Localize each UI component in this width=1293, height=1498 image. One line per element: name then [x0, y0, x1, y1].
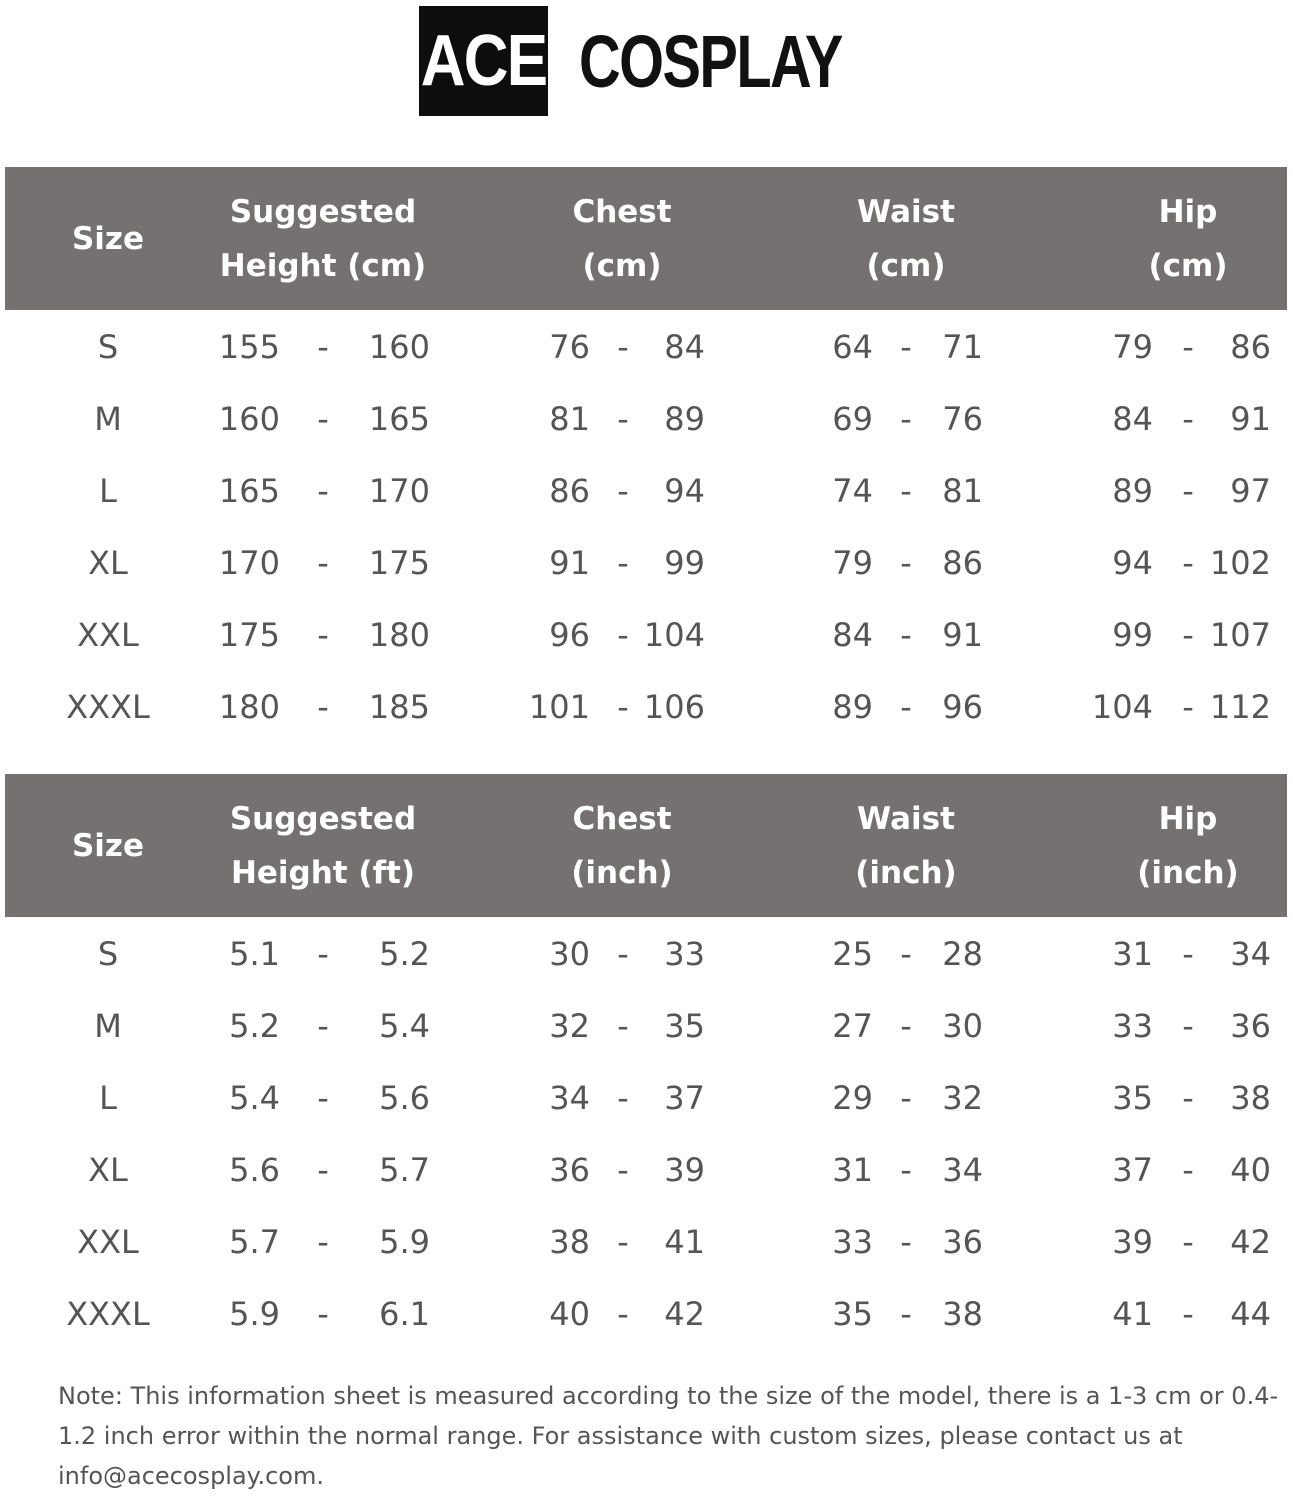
hip-max-cell: 44: [1230, 1295, 1271, 1333]
range-separator: -: [900, 544, 912, 582]
range-separator: -: [317, 1223, 329, 1261]
range-separator: -: [317, 616, 329, 654]
chest-min-cell: 40: [549, 1295, 590, 1333]
hip-min-cell: 33: [1112, 1007, 1153, 1045]
waist-min-cell: 79: [832, 544, 873, 582]
range-separator: -: [1182, 472, 1194, 510]
hip-max-cell: 112: [1209, 688, 1271, 726]
height-min-cell: 5.1: [229, 935, 280, 973]
height-min-cell: 155: [218, 328, 280, 366]
height-max-cell: 165: [368, 400, 430, 438]
range-separator: -: [1182, 1151, 1194, 1189]
range-separator: -: [317, 1007, 329, 1045]
height-max-cell: 5.7: [379, 1151, 430, 1189]
height-min-cell: 5.4: [229, 1079, 280, 1117]
waist-max-cell: 34: [942, 1151, 983, 1189]
chest-max-cell: 104: [643, 616, 705, 654]
waist-min-cell: 27: [832, 1007, 873, 1045]
chest-min-cell: 32: [549, 1007, 590, 1045]
waist-max-cell: 28: [942, 935, 983, 973]
table-row: [5, 671, 1287, 743]
range-separator: -: [617, 688, 629, 726]
range-separator: -: [1182, 688, 1194, 726]
waist-min-cell: 64: [832, 328, 873, 366]
hip-min-cell: 94: [1112, 544, 1153, 582]
range-separator: -: [317, 400, 329, 438]
range-separator: -: [900, 1079, 912, 1117]
range-separator: -: [900, 1295, 912, 1333]
header-cell: [1038, 774, 1293, 917]
hip-max-cell: 34: [1230, 935, 1271, 973]
header-cell: [173, 167, 473, 310]
range-separator: -: [900, 616, 912, 654]
range-separator: -: [317, 328, 329, 366]
range-separator: -: [1182, 935, 1194, 973]
range-separator: -: [617, 616, 629, 654]
height-min-cell: 160: [218, 400, 280, 438]
table-body: [5, 918, 1287, 1350]
hip-min-cell: 104: [1091, 688, 1153, 726]
chest-max-cell: 99: [664, 544, 705, 582]
chest-min-cell: 86: [549, 472, 590, 510]
header-line: (inch): [855, 854, 957, 891]
header-line: (inch): [571, 854, 673, 891]
table-row: [5, 599, 1287, 671]
size-cell: XXXL: [66, 1295, 150, 1333]
waist-min-cell: 69: [832, 400, 873, 438]
table-header: [5, 167, 1287, 310]
chest-max-cell: 39: [664, 1151, 705, 1189]
range-separator: -: [900, 328, 912, 366]
chest-max-cell: 41: [664, 1223, 705, 1261]
table-row: [5, 455, 1287, 527]
header-cell: [173, 774, 473, 917]
waist-min-cell: 33: [832, 1223, 873, 1261]
waist-min-cell: 84: [832, 616, 873, 654]
height-max-cell: 175: [368, 544, 430, 582]
range-separator: -: [317, 935, 329, 973]
size-cell: L: [99, 1079, 117, 1117]
chest-min-cell: 36: [549, 1151, 590, 1189]
height-min-cell: 5.9: [229, 1295, 280, 1333]
waist-min-cell: 35: [832, 1295, 873, 1333]
range-separator: -: [317, 1151, 329, 1189]
chest-max-cell: 84: [664, 328, 705, 366]
hip-min-cell: 35: [1112, 1079, 1153, 1117]
height-max-cell: 5.4: [379, 1007, 430, 1045]
header-line: Chest: [572, 800, 672, 837]
range-separator: -: [617, 1295, 629, 1333]
height-min-cell: 165: [218, 472, 280, 510]
chest-max-cell: 89: [664, 400, 705, 438]
size-cell: XL: [88, 544, 128, 582]
size-cell: M: [94, 1007, 122, 1045]
header-line: (cm): [582, 247, 662, 284]
range-separator: -: [1182, 400, 1194, 438]
hip-min-cell: 84: [1112, 400, 1153, 438]
hip-max-cell: 97: [1230, 472, 1271, 510]
height-min-cell: 5.7: [229, 1223, 280, 1261]
header-cell: [472, 774, 772, 917]
header-line: Suggested: [229, 800, 417, 837]
hip-min-cell: 31: [1112, 935, 1153, 973]
header-line: Height (ft): [230, 854, 416, 891]
logo-box: ACE: [419, 6, 548, 116]
size-table-inch: [5, 774, 1287, 1350]
height-max-cell: 160: [368, 328, 430, 366]
hip-min-cell: 79: [1112, 328, 1153, 366]
chest-min-cell: 96: [549, 616, 590, 654]
height-min-cell: 180: [218, 688, 280, 726]
hip-min-cell: 99: [1112, 616, 1153, 654]
range-separator: -: [617, 472, 629, 510]
waist-max-cell: 86: [942, 544, 983, 582]
height-min-cell: 175: [218, 616, 280, 654]
chest-max-cell: 94: [664, 472, 705, 510]
table-row: [5, 990, 1287, 1062]
chest-min-cell: 91: [549, 544, 590, 582]
range-separator: -: [1182, 1295, 1194, 1333]
header-line: Hip: [1158, 800, 1218, 837]
table-row: [5, 1134, 1287, 1206]
height-min-cell: 170: [218, 544, 280, 582]
range-separator: -: [900, 472, 912, 510]
waist-max-cell: 76: [942, 400, 983, 438]
chest-min-cell: 38: [549, 1223, 590, 1261]
height-max-cell: 5.6: [379, 1079, 430, 1117]
range-separator: -: [1182, 1223, 1194, 1261]
size-cell: XXXL: [66, 688, 150, 726]
table-row: [5, 1062, 1287, 1134]
chest-min-cell: 30: [549, 935, 590, 973]
height-min-cell: 5.2: [229, 1007, 280, 1045]
note-text: Note: This information sheet is measured according to the size of the model, there is a 1-3 cm or 0.4-1.2 inch error within the normal range. For assistance with custom sizes, please contact us at info@acecosplay.com.: [58, 1382, 1279, 1490]
waist-min-cell: 29: [832, 1079, 873, 1117]
range-separator: -: [900, 1151, 912, 1189]
table-row: [5, 1278, 1287, 1350]
chest-max-cell: 33: [664, 935, 705, 973]
height-max-cell: 185: [368, 688, 430, 726]
range-separator: -: [317, 688, 329, 726]
range-separator: -: [317, 1079, 329, 1117]
range-separator: -: [617, 544, 629, 582]
size-table-cm: [5, 167, 1287, 743]
range-separator: -: [617, 1151, 629, 1189]
range-separator: -: [617, 1007, 629, 1045]
range-separator: -: [1182, 1079, 1194, 1117]
header-line: Size: [71, 220, 145, 257]
range-separator: -: [1182, 544, 1194, 582]
size-cell: S: [97, 935, 119, 973]
header-line: Size: [71, 827, 145, 864]
range-separator: -: [617, 1079, 629, 1117]
table-row: [5, 527, 1287, 599]
brand-logo: [419, 6, 842, 116]
hip-max-cell: 42: [1230, 1223, 1271, 1261]
header-cell: [472, 167, 772, 310]
table-body: [5, 311, 1287, 743]
height-max-cell: 170: [368, 472, 430, 510]
height-max-cell: 5.9: [379, 1223, 430, 1261]
height-min-cell: 5.6: [229, 1151, 280, 1189]
table-header: [5, 774, 1287, 917]
header-cell: [1038, 167, 1293, 310]
waist-min-cell: 31: [832, 1151, 873, 1189]
waist-max-cell: 32: [942, 1079, 983, 1117]
table-row: [5, 383, 1287, 455]
height-max-cell: 5.2: [379, 935, 430, 973]
chest-min-cell: 81: [549, 400, 590, 438]
size-cell: XXL: [77, 1223, 139, 1261]
waist-max-cell: 36: [942, 1223, 983, 1261]
hip-max-cell: 36: [1230, 1007, 1271, 1045]
chest-max-cell: 106: [643, 688, 705, 726]
range-separator: -: [900, 400, 912, 438]
waist-min-cell: 74: [832, 472, 873, 510]
header-line: (inch): [1137, 854, 1239, 891]
chest-max-cell: 42: [664, 1295, 705, 1333]
range-separator: -: [617, 328, 629, 366]
hip-max-cell: 38: [1230, 1079, 1271, 1117]
header-line: Waist: [857, 800, 955, 837]
header-cell: [756, 167, 1056, 310]
range-separator: -: [317, 1295, 329, 1333]
waist-max-cell: 38: [942, 1295, 983, 1333]
table-row: [5, 918, 1287, 990]
chest-min-cell: 34: [549, 1079, 590, 1117]
size-cell: S: [97, 328, 119, 366]
range-separator: -: [617, 1223, 629, 1261]
waist-min-cell: 25: [832, 935, 873, 973]
header-line: (cm): [1148, 247, 1228, 284]
waist-max-cell: 30: [942, 1007, 983, 1045]
range-separator: -: [317, 472, 329, 510]
range-separator: -: [1182, 1007, 1194, 1045]
height-max-cell: 180: [368, 616, 430, 654]
hip-max-cell: 86: [1230, 328, 1271, 366]
chest-max-cell: 37: [664, 1079, 705, 1117]
header-line: Height (cm): [219, 247, 427, 284]
header-line: Suggested: [229, 193, 417, 230]
header-cell: [756, 774, 1056, 917]
chest-min-cell: 101: [528, 688, 590, 726]
chest-min-cell: 76: [549, 328, 590, 366]
size-cell: XL: [88, 1151, 128, 1189]
waist-max-cell: 71: [942, 328, 983, 366]
waist-max-cell: 81: [942, 472, 983, 510]
range-separator: -: [900, 1007, 912, 1045]
range-separator: -: [617, 400, 629, 438]
range-separator: -: [1182, 616, 1194, 654]
hip-max-cell: 107: [1209, 616, 1271, 654]
table-row: [5, 1206, 1287, 1278]
hip-min-cell: 39: [1112, 1223, 1153, 1261]
size-cell: L: [99, 472, 117, 510]
hip-max-cell: 40: [1230, 1151, 1271, 1189]
range-separator: -: [1182, 328, 1194, 366]
hip-min-cell: 37: [1112, 1151, 1153, 1189]
range-separator: -: [617, 935, 629, 973]
range-separator: -: [900, 1223, 912, 1261]
size-cell: XXL: [77, 616, 139, 654]
header-line: Hip: [1158, 193, 1218, 230]
chest-max-cell: 35: [664, 1007, 705, 1045]
range-separator: -: [317, 544, 329, 582]
hip-max-cell: 102: [1209, 544, 1271, 582]
hip-max-cell: 91: [1230, 400, 1271, 438]
waist-max-cell: 91: [942, 616, 983, 654]
hip-min-cell: 89: [1112, 472, 1153, 510]
header-line: Chest: [572, 193, 672, 230]
header-line: (cm): [866, 247, 946, 284]
header-line: Waist: [857, 193, 955, 230]
range-separator: -: [900, 935, 912, 973]
size-cell: M: [94, 400, 122, 438]
logo-text: COSPLAY: [579, 19, 842, 103]
hip-min-cell: 41: [1112, 1295, 1153, 1333]
range-separator: -: [900, 688, 912, 726]
table-row: [5, 311, 1287, 383]
waist-max-cell: 96: [942, 688, 983, 726]
height-max-cell: 6.1: [379, 1295, 430, 1333]
waist-min-cell: 89: [832, 688, 873, 726]
